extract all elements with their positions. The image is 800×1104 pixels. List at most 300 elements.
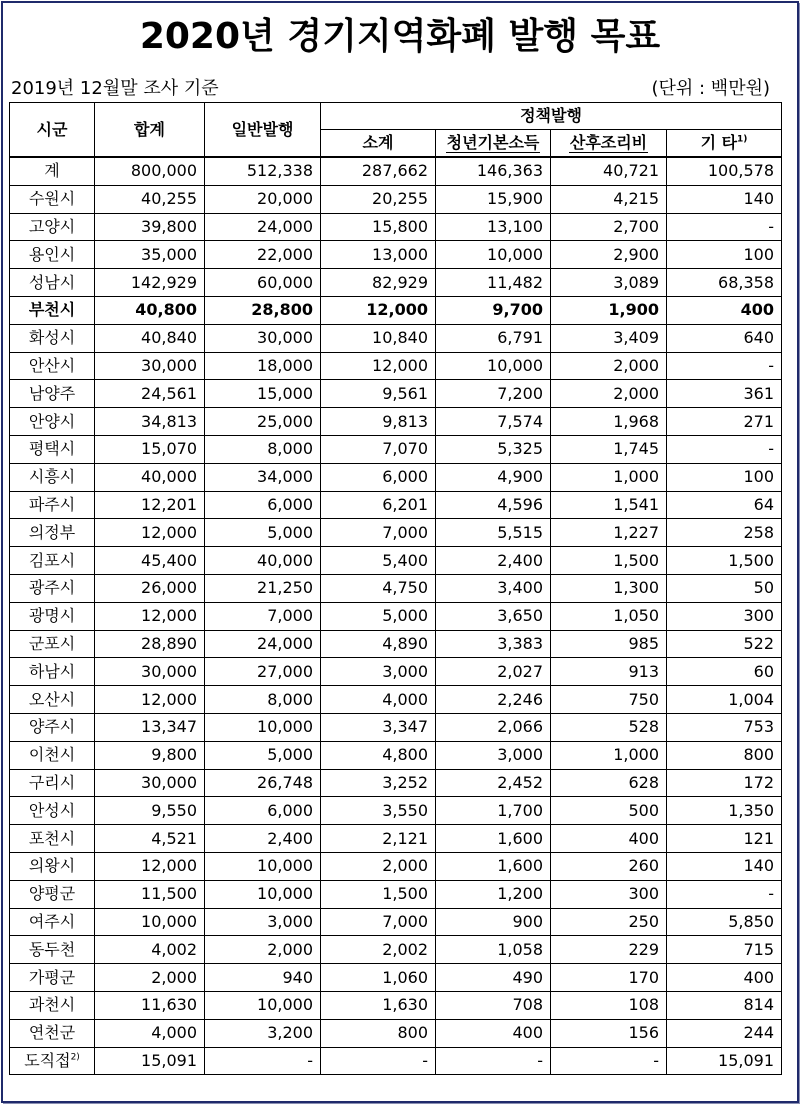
postnatal-cell: 500 <box>551 797 667 825</box>
general-cell: 3,200 <box>205 1019 321 1047</box>
youth-cell: 7,200 <box>436 380 551 408</box>
region-name: 용인시 <box>28 244 76 264</box>
youth-cell: 5,325 <box>436 435 551 463</box>
region-name: 안산시 <box>28 355 76 375</box>
youth-cell: 2,452 <box>436 769 551 797</box>
subtotal-cell: 5,000 <box>321 602 436 630</box>
youth-cell: 3,000 <box>436 741 551 769</box>
postnatal-cell: 1,900 <box>551 296 667 324</box>
general-cell: 2,000 <box>205 936 321 964</box>
postnatal-cell: 170 <box>551 964 667 992</box>
youth-cell: 5,515 <box>436 519 551 547</box>
region-name-cell <box>10 686 95 714</box>
table-row <box>10 658 782 686</box>
youth-cell: 490 <box>436 964 551 992</box>
general-cell: 6,000 <box>205 491 321 519</box>
subtotal-cell: 1,060 <box>321 964 436 992</box>
region-name-cell <box>10 630 95 658</box>
youth-cell: 1,600 <box>436 825 551 853</box>
total-cell: 4,002 <box>95 936 205 964</box>
other-cell: 15,091 <box>667 1047 782 1075</box>
youth-cell: 900 <box>436 908 551 936</box>
general-cell: 7,000 <box>205 602 321 630</box>
region-name-cell <box>10 213 95 241</box>
region-name: 평택시 <box>28 439 76 459</box>
region-name: 성남시 <box>28 272 76 292</box>
header-postnatal <box>551 130 667 158</box>
subtotal-cell: 6,201 <box>321 491 436 519</box>
region-name-cell <box>10 241 95 269</box>
header-general: 일반발행 <box>205 103 321 158</box>
other-cell: - <box>667 435 782 463</box>
region-name: 광주시 <box>28 578 76 598</box>
other-cell: 814 <box>667 991 782 1019</box>
page-title: 2020년 경기지역화폐 발행 목표 <box>139 16 661 57</box>
table-row <box>10 769 782 797</box>
region-name: 구리시 <box>28 772 76 792</box>
region-name: 포천시 <box>28 828 76 848</box>
region-name-cell <box>10 769 95 797</box>
general-cell: 60,000 <box>205 269 321 297</box>
subtotal-cell: 5,400 <box>321 547 436 575</box>
other-cell: 64 <box>667 491 782 519</box>
total-cell: 800,000 <box>95 157 205 185</box>
postnatal-cell: 3,409 <box>551 324 667 352</box>
table-row <box>10 713 782 741</box>
total-cell: 11,630 <box>95 991 205 1019</box>
general-cell: 28,800 <box>205 296 321 324</box>
total-cell: 12,000 <box>95 686 205 714</box>
region-name-cell <box>10 380 95 408</box>
youth-cell: 1,058 <box>436 936 551 964</box>
subtotal-cell: 20,255 <box>321 185 436 213</box>
other-cell: - <box>667 352 782 380</box>
youth-cell: 10,000 <box>436 241 551 269</box>
table-row <box>10 519 782 547</box>
postnatal-cell: 1,000 <box>551 463 667 491</box>
total-cell: 9,550 <box>95 797 205 825</box>
region-name-cell <box>10 352 95 380</box>
region-name-cell <box>10 269 95 297</box>
total-cell: 13,347 <box>95 713 205 741</box>
total-cell: 4,000 <box>95 1019 205 1047</box>
region-name: 의정부 <box>28 522 76 542</box>
header-postnatal-label: 산후조리비 <box>569 133 648 152</box>
table-row <box>10 880 782 908</box>
postnatal-cell: 400 <box>551 825 667 853</box>
issuance-table <box>9 102 782 1075</box>
youth-cell: 13,100 <box>436 213 551 241</box>
region-name-cell <box>10 991 95 1019</box>
postnatal-cell: 1,300 <box>551 574 667 602</box>
region-name-cell <box>10 574 95 602</box>
subtotal-cell: 1,630 <box>321 991 436 1019</box>
other-cell: 640 <box>667 324 782 352</box>
region-name-cell <box>10 741 95 769</box>
region-name: 안양시 <box>28 411 76 431</box>
other-cell: 100,578 <box>667 157 782 185</box>
survey-basis-note: 2019년 12월말 조사 기준 <box>11 78 219 99</box>
postnatal-cell: 1,745 <box>551 435 667 463</box>
region-name: 수원시 <box>28 189 76 209</box>
general-cell: 10,000 <box>205 713 321 741</box>
table-row <box>10 213 782 241</box>
youth-cell: 3,650 <box>436 602 551 630</box>
region-name-cell <box>10 1047 95 1075</box>
other-cell: 5,850 <box>667 908 782 936</box>
other-cell: 258 <box>667 519 782 547</box>
subtotal-cell: 12,000 <box>321 296 436 324</box>
table-row <box>10 741 782 769</box>
region-name: 이천시 <box>28 745 76 765</box>
postnatal-cell: 229 <box>551 936 667 964</box>
other-cell: 60 <box>667 658 782 686</box>
general-cell: 940 <box>205 964 321 992</box>
subtotal-cell: 2,000 <box>321 852 436 880</box>
region-name-cell <box>10 964 95 992</box>
subtotal-cell: 2,121 <box>321 825 436 853</box>
region-name-cell <box>10 936 95 964</box>
table-row <box>10 157 782 185</box>
table-row <box>10 574 782 602</box>
general-cell: 10,000 <box>205 880 321 908</box>
total-cell: 30,000 <box>95 658 205 686</box>
general-cell: 10,000 <box>205 852 321 880</box>
postnatal-cell: 750 <box>551 686 667 714</box>
region-name: 광명시 <box>28 606 76 626</box>
other-cell: 50 <box>667 574 782 602</box>
youth-cell: 7,574 <box>436 408 551 436</box>
region-name-cell <box>10 408 95 436</box>
total-cell: 4,521 <box>95 825 205 853</box>
postnatal-cell: 2,000 <box>551 352 667 380</box>
other-cell: 753 <box>667 713 782 741</box>
total-cell: 39,800 <box>95 213 205 241</box>
other-cell: - <box>667 213 782 241</box>
other-cell: 140 <box>667 852 782 880</box>
postnatal-cell: 260 <box>551 852 667 880</box>
total-cell: 142,929 <box>95 269 205 297</box>
youth-cell: 2,027 <box>436 658 551 686</box>
region-name-cell <box>10 1019 95 1047</box>
total-cell: 40,255 <box>95 185 205 213</box>
postnatal-cell: 1,227 <box>551 519 667 547</box>
table-header <box>10 103 782 158</box>
total-cell: 12,000 <box>95 519 205 547</box>
subtotal-cell: 3,252 <box>321 769 436 797</box>
postnatal-cell: - <box>551 1047 667 1075</box>
table-row <box>10 852 782 880</box>
region-name: 안성시 <box>28 800 76 820</box>
header-subtotal: 소계 <box>321 130 436 158</box>
youth-cell: 4,900 <box>436 463 551 491</box>
subtotal-cell: 1,500 <box>321 880 436 908</box>
total-cell: 40,000 <box>95 463 205 491</box>
postnatal-cell: 1,000 <box>551 741 667 769</box>
region-name: 고양시 <box>28 216 76 236</box>
postnatal-cell: 4,215 <box>551 185 667 213</box>
general-cell: 6,000 <box>205 797 321 825</box>
postnatal-cell: 628 <box>551 769 667 797</box>
other-cell: 522 <box>667 630 782 658</box>
postnatal-cell: 250 <box>551 908 667 936</box>
region-name-cell <box>10 658 95 686</box>
header-other-label: 기 타 <box>700 133 738 152</box>
total-cell: 30,000 <box>95 769 205 797</box>
other-cell: 244 <box>667 1019 782 1047</box>
subtotal-cell: 7,000 <box>321 519 436 547</box>
other-cell: 1,500 <box>667 547 782 575</box>
total-cell: 11,500 <box>95 880 205 908</box>
table-row <box>10 991 782 1019</box>
subtotal-cell: 15,800 <box>321 213 436 241</box>
header-other <box>667 130 782 158</box>
region-name-cell <box>10 157 95 185</box>
other-cell: 400 <box>667 296 782 324</box>
general-cell: 25,000 <box>205 408 321 436</box>
region-name-cell <box>10 908 95 936</box>
other-cell: 172 <box>667 769 782 797</box>
general-cell: 24,000 <box>205 630 321 658</box>
subtotal-cell: 2,002 <box>321 936 436 964</box>
other-cell: 800 <box>667 741 782 769</box>
table-row <box>10 964 782 992</box>
table-row <box>10 380 782 408</box>
subtotal-cell: 4,890 <box>321 630 436 658</box>
header-youth-label: 청년기본소득 <box>446 133 540 152</box>
general-cell: 26,748 <box>205 769 321 797</box>
postnatal-cell: 108 <box>551 991 667 1019</box>
postnatal-cell: 40,721 <box>551 157 667 185</box>
total-cell: 40,840 <box>95 324 205 352</box>
general-cell: 5,000 <box>205 741 321 769</box>
total-cell: 12,201 <box>95 491 205 519</box>
youth-cell: 4,596 <box>436 491 551 519</box>
general-cell: 34,000 <box>205 463 321 491</box>
table-row <box>10 435 782 463</box>
table-row <box>10 241 782 269</box>
region-name: 파주시 <box>28 494 76 514</box>
region-name-cell <box>10 880 95 908</box>
subtotal-cell: 10,840 <box>321 324 436 352</box>
region-name-cell <box>10 491 95 519</box>
postnatal-cell: 2,000 <box>551 380 667 408</box>
total-cell: 9,800 <box>95 741 205 769</box>
region-name-cell <box>10 296 95 324</box>
region-name: 동두천 <box>28 939 76 959</box>
region-name: 의왕시 <box>28 856 76 876</box>
region-name-cell <box>10 463 95 491</box>
postnatal-cell: 985 <box>551 630 667 658</box>
postnatal-cell: 913 <box>551 658 667 686</box>
postnatal-cell: 1,968 <box>551 408 667 436</box>
postnatal-cell: 300 <box>551 880 667 908</box>
table-row <box>10 463 782 491</box>
total-cell: 26,000 <box>95 574 205 602</box>
other-cell: 68,358 <box>667 269 782 297</box>
general-cell: 2,400 <box>205 825 321 853</box>
header-region: 시군 <box>10 103 95 158</box>
other-cell: 271 <box>667 408 782 436</box>
general-cell: 5,000 <box>205 519 321 547</box>
region-name: 여주시 <box>28 911 76 931</box>
general-cell: 27,000 <box>205 658 321 686</box>
youth-cell: 1,200 <box>436 880 551 908</box>
region-name-cell <box>10 602 95 630</box>
table-row <box>10 491 782 519</box>
general-cell: 24,000 <box>205 213 321 241</box>
table-row <box>10 185 782 213</box>
total-cell: 12,000 <box>95 852 205 880</box>
subtotal-cell: 3,000 <box>321 658 436 686</box>
other-cell: 715 <box>667 936 782 964</box>
postnatal-cell: 2,700 <box>551 213 667 241</box>
region-name: 계 <box>44 161 60 181</box>
footnote-marker: 1) <box>737 134 748 145</box>
youth-cell: 2,400 <box>436 547 551 575</box>
table-body <box>10 157 782 1075</box>
postnatal-cell: 2,900 <box>551 241 667 269</box>
table-row <box>10 797 782 825</box>
region-name: 하남시 <box>28 661 76 681</box>
total-cell: 15,070 <box>95 435 205 463</box>
table-row <box>10 547 782 575</box>
region-name: 군포시 <box>28 633 76 653</box>
youth-cell: 2,066 <box>436 713 551 741</box>
subtotal-cell: 3,347 <box>321 713 436 741</box>
other-cell: 300 <box>667 602 782 630</box>
region-name: 김포시 <box>28 550 76 570</box>
postnatal-cell: 528 <box>551 713 667 741</box>
general-cell: 15,000 <box>205 380 321 408</box>
header-total: 합계 <box>95 103 205 158</box>
region-name-cell <box>10 435 95 463</box>
table-row <box>10 825 782 853</box>
subtotal-cell: 7,000 <box>321 908 436 936</box>
region-name-cell <box>10 185 95 213</box>
youth-cell: 3,400 <box>436 574 551 602</box>
subtotal-cell: 4,000 <box>321 686 436 714</box>
general-cell: 3,000 <box>205 908 321 936</box>
other-cell: 361 <box>667 380 782 408</box>
total-cell: 45,400 <box>95 547 205 575</box>
region-name: 양평군 <box>28 884 76 904</box>
subtotal-cell: 6,000 <box>321 463 436 491</box>
region-name: 가평군 <box>28 967 76 987</box>
table-row <box>10 269 782 297</box>
table-row <box>10 602 782 630</box>
total-cell: 15,091 <box>95 1047 205 1075</box>
table-row <box>10 1019 782 1047</box>
postnatal-cell: 1,500 <box>551 547 667 575</box>
general-cell: 8,000 <box>205 686 321 714</box>
youth-cell: - <box>436 1047 551 1075</box>
total-cell: 34,813 <box>95 408 205 436</box>
subtotal-cell: 9,561 <box>321 380 436 408</box>
subtotal-cell: 82,929 <box>321 269 436 297</box>
region-name: 부천시 <box>28 300 76 320</box>
general-cell: 30,000 <box>205 324 321 352</box>
youth-cell: 708 <box>436 991 551 1019</box>
subtotal-cell: 12,000 <box>321 352 436 380</box>
youth-cell: 400 <box>436 1019 551 1047</box>
other-cell: 100 <box>667 241 782 269</box>
total-cell: 35,000 <box>95 241 205 269</box>
region-name: 과천시 <box>28 995 76 1015</box>
region-name: 화성시 <box>28 328 76 348</box>
other-cell: 121 <box>667 825 782 853</box>
region-name: 양주시 <box>28 717 76 737</box>
general-cell: 22,000 <box>205 241 321 269</box>
table-row <box>10 408 782 436</box>
table-row <box>10 1047 782 1075</box>
general-cell: 20,000 <box>205 185 321 213</box>
other-cell: 1,004 <box>667 686 782 714</box>
table-row <box>10 936 782 964</box>
other-cell: - <box>667 880 782 908</box>
other-cell: 400 <box>667 964 782 992</box>
table-row <box>10 908 782 936</box>
region-name-cell <box>10 519 95 547</box>
youth-cell: 2,246 <box>436 686 551 714</box>
general-cell: - <box>205 1047 321 1075</box>
table-row <box>10 630 782 658</box>
region-name-cell <box>10 825 95 853</box>
subtotal-cell: 800 <box>321 1019 436 1047</box>
other-cell: 100 <box>667 463 782 491</box>
region-name-cell <box>10 547 95 575</box>
table-row <box>10 352 782 380</box>
subtotal-cell: 3,550 <box>321 797 436 825</box>
subtotal-cell: 9,813 <box>321 408 436 436</box>
subtotal-cell: 7,070 <box>321 435 436 463</box>
table-row <box>10 296 782 324</box>
total-cell: 30,000 <box>95 352 205 380</box>
youth-cell: 10,000 <box>436 352 551 380</box>
postnatal-cell: 156 <box>551 1019 667 1047</box>
footnote-marker: 2) <box>70 1052 80 1063</box>
table-row <box>10 686 782 714</box>
youth-cell: 11,482 <box>436 269 551 297</box>
youth-cell: 9,700 <box>436 296 551 324</box>
total-cell: 28,890 <box>95 630 205 658</box>
header-youth <box>436 130 551 158</box>
subtotal-cell: 287,662 <box>321 157 436 185</box>
region-name: 도직접 <box>24 1050 71 1070</box>
subtotal-cell: 13,000 <box>321 241 436 269</box>
general-cell: 21,250 <box>205 574 321 602</box>
subtotal-cell: 4,750 <box>321 574 436 602</box>
youth-cell: 1,700 <box>436 797 551 825</box>
youth-cell: 15,900 <box>436 185 551 213</box>
table-row <box>10 324 782 352</box>
total-cell: 2,000 <box>95 964 205 992</box>
general-cell: 512,338 <box>205 157 321 185</box>
total-cell: 24,561 <box>95 380 205 408</box>
postnatal-cell: 1,541 <box>551 491 667 519</box>
region-name: 시흥시 <box>28 467 76 487</box>
general-cell: 18,000 <box>205 352 321 380</box>
total-cell: 12,000 <box>95 602 205 630</box>
region-name-cell <box>10 713 95 741</box>
subtotal-cell: 4,800 <box>321 741 436 769</box>
postnatal-cell: 1,050 <box>551 602 667 630</box>
youth-cell: 1,600 <box>436 852 551 880</box>
other-cell: 1,350 <box>667 797 782 825</box>
region-name-cell <box>10 324 95 352</box>
header-policy: 정책발행 <box>321 103 782 130</box>
postnatal-cell: 3,089 <box>551 269 667 297</box>
